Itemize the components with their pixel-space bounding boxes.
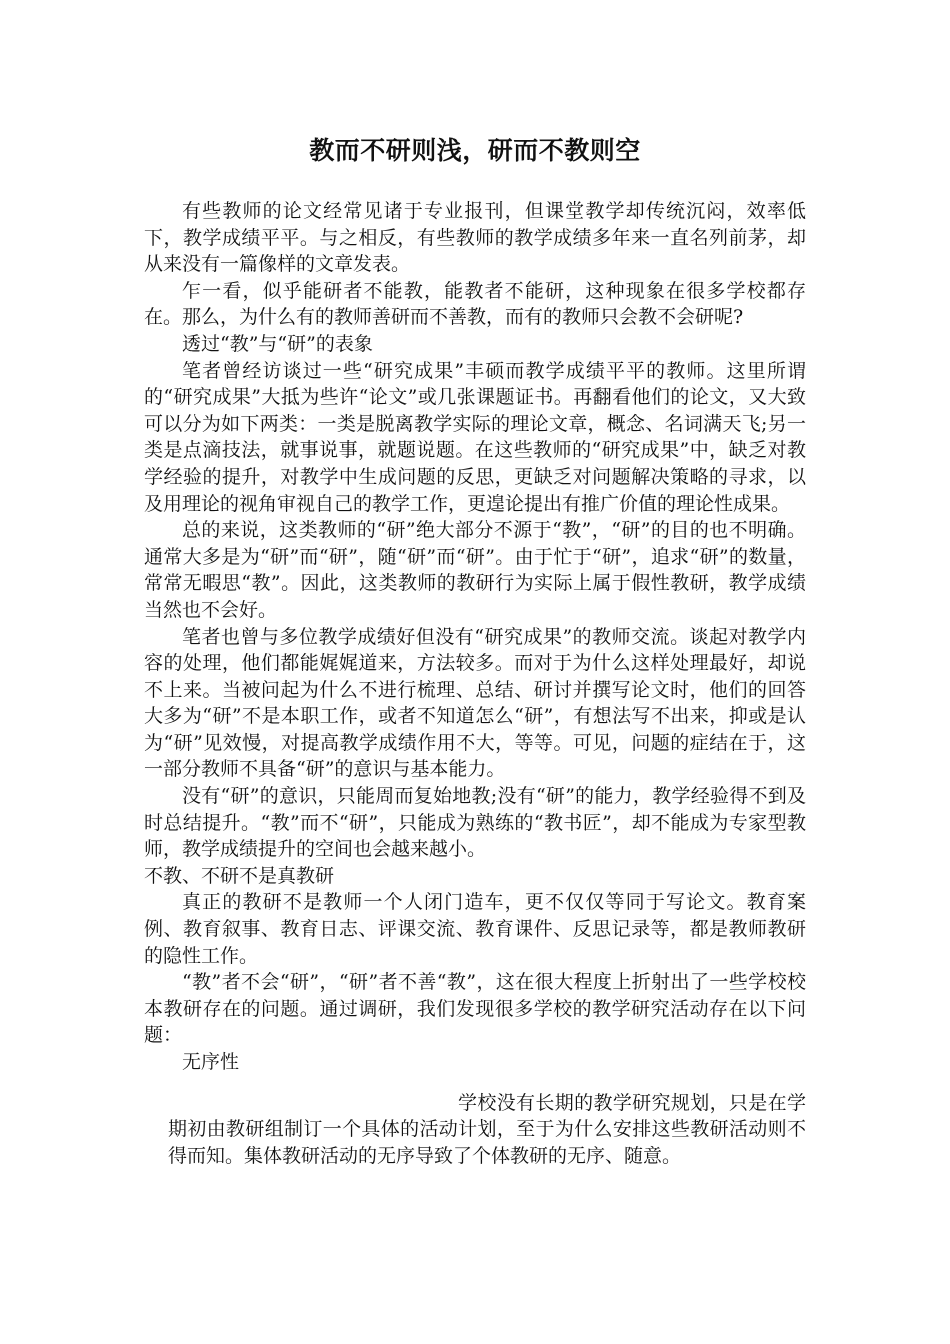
paragraph: 学校没有长期的教学研究规划，只是在学期初由教研组制订一个具体的活动计划，至于为什么安排这些教研活动则不得而知。集体教研活动的无序导致了个体教研的无序、随意。 bbox=[168, 1091, 806, 1167]
paragraph: 总的来说，这类教师的“研”绝大部分不源于“教”，“研”的目的也不明确。通常大多是为“研”而“研”，随“研”而“研”。由于忙于“研”，追求“研”的数量，常常无暇思“教”。因此，这类教师的教研行为实际上属于假性教研，教学成绩当然也不会好。 bbox=[144, 519, 806, 621]
paragraph: 乍一看，似乎能研者不能教，能教者不能研，这种现象在很多学校都存在。那么，为什么有的教师善研而不善教，而有的教师只会教不会研呢? bbox=[144, 279, 806, 329]
paragraph: 真正的教研不是教师一个人闭门造车，更不仅仅等同于写论文。教育案例、教育叙事、教育日志、评课交流、教育课件、反思记录等，都是教师教研的隐性工作。 bbox=[144, 891, 806, 967]
section-heading: 透过“教”与“研”的表象 bbox=[182, 332, 373, 355]
paragraph: 笔者也曾与多位教学成绩好但没有“研究成果”的教师交流。谈起对教学内容的处理，他们都能娓娓道来，方法较多。而对于为什么这样处理最好，却说不上来。当被问起为什么不进行梳理、总结、研讨并撰写论文时，他们的回答大多为“研”不是本职工作，或者不知道怎么“研”，有想法写不出来，抑或是认为“研”见效慢，对提高教学成绩作用不大，等等。可见，问题的症结在于，这一部分教师不具备“研”的意识与基本能力。 bbox=[144, 625, 806, 781]
subsection-heading: 无序性 bbox=[182, 1051, 240, 1073]
paragraph: 笔者曾经访谈过一些“研究成果”丰硕而教学成绩平平的教师。这里所谓的“研究成果”大抵为些许“论文”或几张课题证书。再翻看他们的论文，又大致可以分为如下两类：一类是脱离教学实际的理论文章，概念、名词满天飞;另一类是点滴技法，就事说事，就题说题。在这些教师的“研究成果”中，缺乏对教学经验的提升，对教学中生成问题的反思，更缺乏对问题解决策略的寻求，以及用理论的视角审视自己的教学工作，更遑论提出有推广价值的理论性成果。 bbox=[144, 359, 806, 515]
document-body bbox=[144, 198, 806, 1169]
section-heading: 不教、不研不是真教研 bbox=[144, 864, 335, 887]
paragraph: “教”者不会“研”，“研”者不善“教”，这在很大程度上折射出了一些学校校本教研存在的问题。通过调研，我们发现很多学校的教学研究活动存在以下问题： bbox=[144, 971, 806, 1047]
paragraph: 没有“研”的意识，只能周而复始地教;没有“研”的能力，教学经验得不到及时总结提升。“教”而不“研”，只能成为熟练的“教书匠”，却不能成为专家型教师，教学成绩提升的空间也会越来越小。 bbox=[144, 785, 806, 861]
paragraph: 有些教师的论文经常见诸于专业报刊，但课堂教学却传统沉闷，效率低下，教学成绩平平。与之相反，有些教师的教学成绩多年来一直名列前茅，却从来没有一篇像样的文章发表。 bbox=[144, 200, 806, 276]
document-title: 教而不研则浅，研而不教则空 bbox=[309, 136, 641, 165]
